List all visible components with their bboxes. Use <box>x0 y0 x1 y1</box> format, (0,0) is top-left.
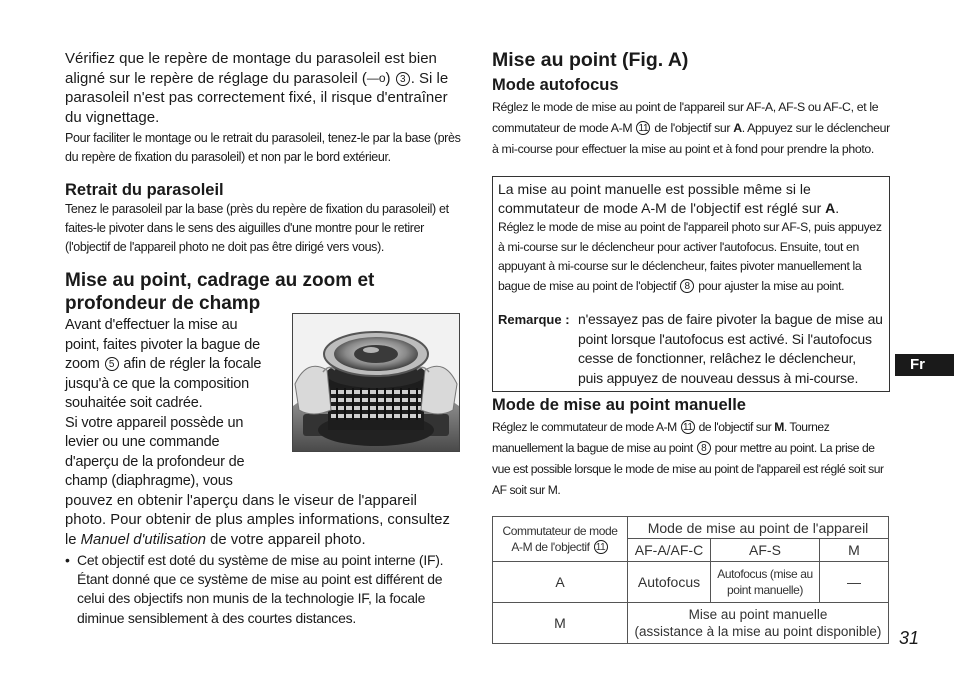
focus-line: zoom 5 afin de régler la focale <box>65 356 262 372</box>
hood-tip: Pour faciliter le montage ou le retrait du parasoleil, tenez-le par la base (près du repère de fixation du parasoleil) et non par le bord extérieur. <box>65 131 461 164</box>
callout-number: 11 <box>636 121 650 135</box>
switch-mode-table <box>492 516 889 644</box>
callout-number: 8 <box>697 441 711 455</box>
focus-line: jusqu'à ce que la composition <box>65 375 249 392</box>
hood-alignment-paragraph: Vérifiez que le repère de montage du parasoleil est bien aligné sur le repère de réglage du parasoleil (—o) 3 . Si le parasoleil n'est pas correctement fixé, il risque d'entraîner du vignettage. <box>65 50 449 126</box>
mf-heading: Mode de mise au point manuelle <box>492 396 746 414</box>
if-note-item: • Cet objectif est doté du système de mise au point interne (IF). Étant donné que ce système de mise au point est différent de celui des objectifs non munis de la technologie IF, la focale diminue sensiblement à des courtes distances. <box>77 551 461 628</box>
focus-line: levier ou une commande <box>65 434 220 450</box>
note-text: n'essayez pas de faire pivoter la bague de mise au point lorsque l'autofocus est activé. Si l'autofocus cesse de fonctionner, relâchez le déclencheur, puis appuyez de nouveau dessus à mi-course. <box>578 311 883 386</box>
camera-mode-header: Mode de mise au point de l'appareil <box>628 517 889 539</box>
focus-line: point, faites pivoter la bague de <box>65 336 260 353</box>
note-label: Remarque : <box>498 312 570 327</box>
hood-setting-mark-icon: —o <box>366 70 386 85</box>
page-number: 31 <box>899 628 920 648</box>
focus-line: champ (diaphragme), vous <box>65 473 233 489</box>
lens-zoom-photo <box>292 313 460 452</box>
focus-fig-heading: Mise au point (Fig. A) <box>492 49 689 71</box>
removal-text: Tenez le parasoleil par la base (près du repère de fixation du parasoleil) et faites-le pivoter dans le sens des aiguilles d'une montre pour le retirer (l'objectif de l'appareil photo ne doit pas être dirigé vers vous). <box>65 202 449 254</box>
callout-number: 8 <box>680 279 694 293</box>
manual-override-box <box>492 176 890 392</box>
manual-title: Manuel d'utilisation <box>80 531 207 548</box>
table-row <box>493 562 889 603</box>
row-a-afa-afc: Autofocus <box>628 562 711 603</box>
focus-zoom-heading: Mise au point, cadrage au zoom et profondeur de champ <box>65 270 375 314</box>
callout-number: 11 <box>681 420 695 434</box>
row-a-m: — <box>820 562 889 603</box>
right-column <box>492 49 890 644</box>
col-header-afs: AF-S <box>711 539 820 562</box>
row-m-label: M <box>493 603 628 644</box>
callout-number: 5 <box>105 357 119 371</box>
focus-line: Avant d'effectuer la mise au <box>65 317 238 333</box>
af-heading: Mode autofocus <box>492 76 619 94</box>
focus-line: Si votre appareil possède un <box>65 414 244 431</box>
focus-line: souhaitée soit cadrée. <box>65 395 203 411</box>
callout-number: 3 <box>396 72 410 86</box>
mf-text: Réglez le commutateur de mode A-M 11 de l'objectif sur M. Tournez manuellement la bague de mise au point 8 pour mettre au point. La prise de vue est possible lorsque le mode de mise au point de l'appareil est réglé soit sur AF soit sur M. <box>492 420 884 497</box>
af-text: Réglez le mode de mise au point de l'appareil sur AF-A, AF-S ou AF-C, et le commutateur de mode A-M 11 de l'objectif sur A. Appuyez sur le déclencheur à mi-course pour effectuer la mise au point et à fond pour prendre la photo. <box>492 100 890 156</box>
removal-heading: Retrait du parasoleil <box>65 181 224 199</box>
switch-header-cell: Commutateur de mode A-M de l'objectif 11 <box>493 517 628 562</box>
focus-continued: pouvez en obtenir l'aperçu dans le viseur de l'appareil photo. Pour obtenir de plus amples informations, consultez le Manuel d'utilisation de votre appareil photo. <box>65 492 450 548</box>
row-a-afs: Autofocus (mise au point manuelle) <box>711 562 820 603</box>
row-m-merged: Mise au point manuelle (assistance à la mise au point disponible) <box>628 603 889 644</box>
col-header-afa-afc: AF-A/AF-C <box>628 539 711 562</box>
focus-wrapped-text <box>65 316 290 492</box>
override-statement: La mise au point manuelle est possible même si le commutateur de mode A-M de l'objectif est réglé sur A. <box>498 181 840 216</box>
table-row <box>493 603 889 644</box>
table-row <box>493 517 889 539</box>
language-tab: Fr <box>895 354 954 376</box>
row-a-label: A <box>493 562 628 603</box>
focus-line: d'aperçu de la profondeur de <box>65 453 245 470</box>
if-note-list <box>65 551 461 628</box>
col-header-m: M <box>820 539 889 562</box>
camera-lens-illustration <box>293 314 459 451</box>
callout-number: 11 <box>594 540 608 554</box>
override-instructions: Réglez le mode de mise au point de l'appareil photo sur AF-S, puis appuyez à mi-course sur le déclencheur pour activer l'autofocus. Ensuite, tout en appuyant à mi-course sur le déclencheur, faites pivoter manuellement la bague de mise au point de l'objectif 8 pour ajuster la mise au point. <box>498 220 882 293</box>
note-block <box>498 310 884 388</box>
